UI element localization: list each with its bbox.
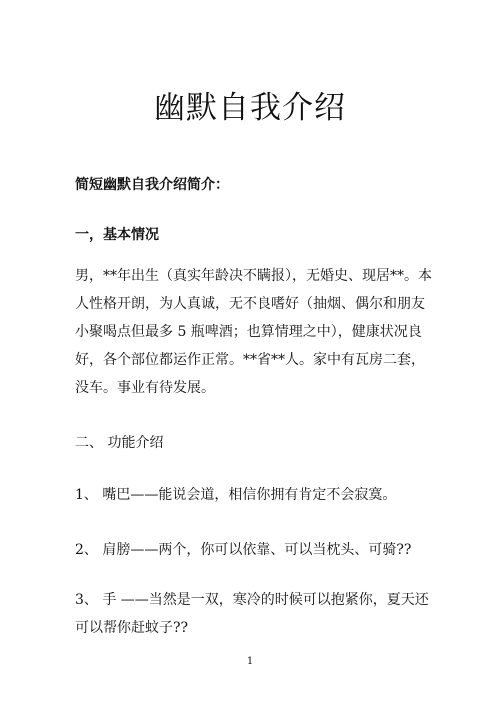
- paragraph-line: 人性格开朗，为人真诚，无不良嗜好（抽烟、偶尔和朋友: [75, 296, 425, 312]
- intro-text: 简短幽默自我介绍简介：: [75, 177, 229, 193]
- paragraph-line: 好，各个部位都运作正常。**省**人。家中有瓦房二套，: [75, 352, 425, 368]
- page-title: 幽默自我介绍: [154, 90, 346, 126]
- paragraph-line: 可以帮你赶蚊子??: [75, 620, 189, 636]
- paragraph-line: 男，**年出生（真实年龄决不瞒报），无婚史、现居**。本: [75, 268, 432, 284]
- paragraph-line: 3、 手 ——当然是一双，寒冷的时候可以抱紧你，夏天还: [75, 592, 429, 608]
- function-item-shoulders: 2、 肩膀——两个，你可以依靠、可以当枕头、可骑??: [75, 542, 412, 558]
- function-item-hands: [75, 586, 429, 642]
- paragraph-line: 没车。事业有待发展。: [75, 380, 215, 396]
- section-heading-functions: 二、 功能介绍: [75, 435, 164, 451]
- paragraph-line: 小聚喝点但最多 5 瓶啤酒；也算情理之中），健康状况良: [75, 324, 422, 340]
- section-heading-basic-info: 一，基本情况: [75, 227, 159, 243]
- basic-info-paragraph: [75, 262, 432, 402]
- function-item-mouth: 1、 嘴巴——能说会道，相信你拥有肯定不会寂寞。: [75, 487, 397, 503]
- page-number: 1: [246, 656, 254, 667]
